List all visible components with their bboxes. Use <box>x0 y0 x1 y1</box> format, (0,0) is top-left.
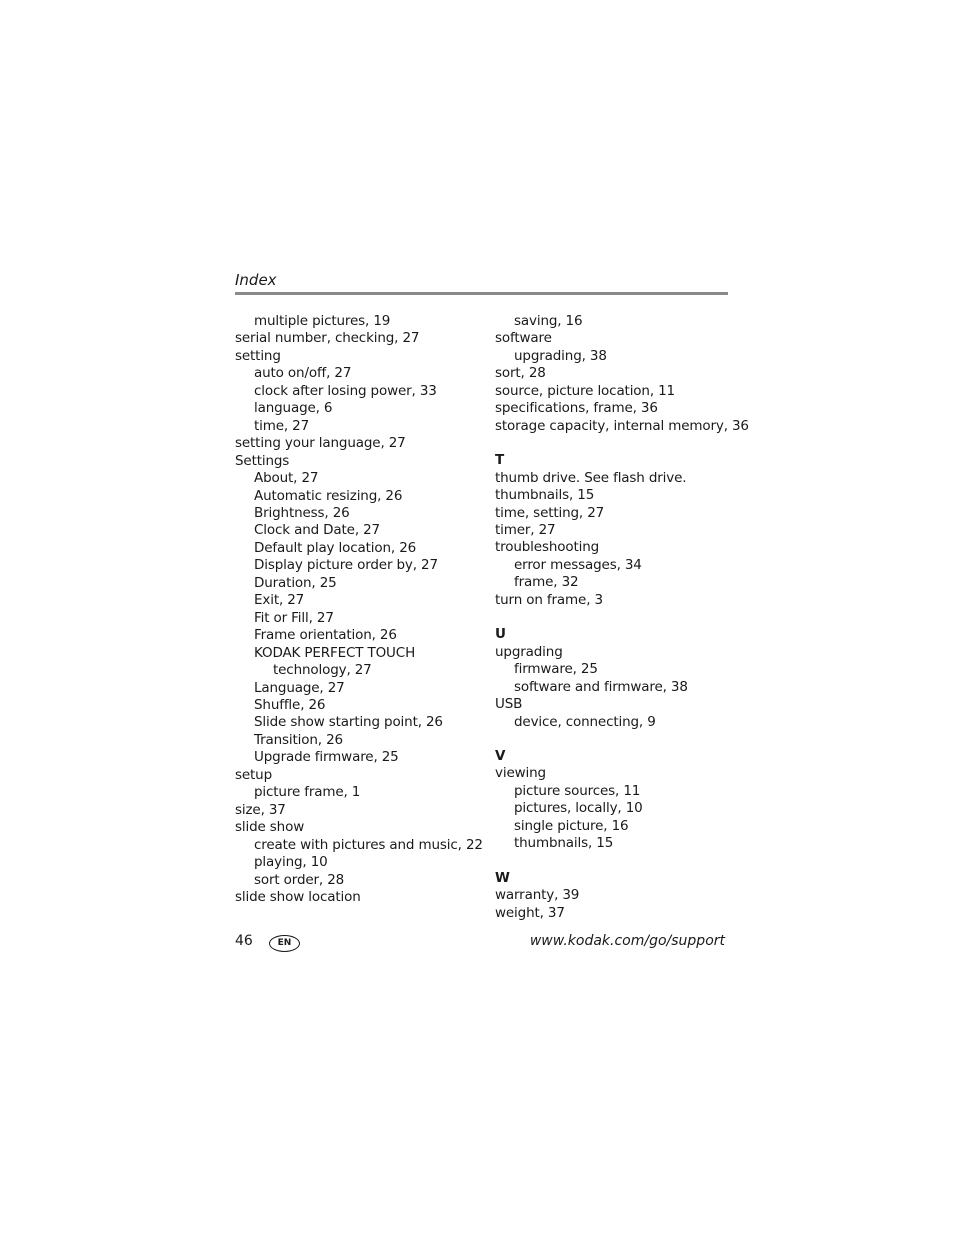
index-entry: Settings <box>235 452 290 469</box>
index-entry: Transition, 26 <box>254 731 343 748</box>
index-entry: upgrading, 38 <box>514 347 607 364</box>
index-entry: size, 37 <box>235 801 286 818</box>
index-entry: serial number, checking, 27 <box>235 330 420 347</box>
index-letter-heading: V <box>495 747 506 764</box>
index-entry: setting <box>235 347 281 364</box>
index-entry: slide show <box>235 819 305 836</box>
index-entry: software and firmware, 38 <box>514 678 688 695</box>
index-entry: Duration, 25 <box>254 574 337 591</box>
index-entry: error messages, 34 <box>514 556 642 573</box>
index-entry: single picture, 16 <box>514 817 629 834</box>
index-column-left <box>235 313 485 906</box>
index-entry: USB <box>495 696 523 713</box>
support-url-link[interactable]: www.kodak.com/go/support <box>529 933 725 949</box>
index-entry: multiple pictures, 19 <box>254 313 391 329</box>
index-entry: setting your language, 27 <box>235 435 406 452</box>
index-entry: troubleshooting <box>495 539 600 556</box>
index-entry: warranty, 39 <box>495 887 580 904</box>
index-entry: Upgrade firmware, 25 <box>254 749 399 766</box>
index-entry: pictures, locally, 10 <box>514 800 643 817</box>
index-entry: software <box>495 330 552 347</box>
index-entry: setup <box>235 766 273 783</box>
index-entry: language, 6 <box>254 400 333 417</box>
running-header-title: Index <box>235 271 277 289</box>
index-letter-heading: W <box>495 869 510 886</box>
index-entry: Clock and Date, 27 <box>254 522 380 539</box>
index-entry: saving, 16 <box>514 313 583 329</box>
index-entry: Default play location, 26 <box>254 539 417 556</box>
index-entry: sort, 28 <box>495 365 546 382</box>
index-entry: thumbnails, 15 <box>495 487 595 504</box>
index-entry: Automatic resizing, 26 <box>254 487 403 504</box>
index-entry: picture sources, 11 <box>514 782 641 799</box>
index-column-right <box>495 313 749 922</box>
index-entry: Fit or Fill, 27 <box>254 609 334 626</box>
index-entry: time, setting, 27 <box>495 504 605 521</box>
index-entry: picture frame, 1 <box>254 784 361 801</box>
index-entry: create with pictures and music, 22 <box>254 836 483 853</box>
index-entry: KODAK PERFECT TOUCH <box>254 644 416 661</box>
index-entry: upgrading <box>495 643 563 660</box>
index-entry: Brightness, 26 <box>254 504 350 521</box>
index-entry: technology, 27 <box>273 662 372 679</box>
index-entry: Shuffle, 26 <box>254 696 326 713</box>
index-entry: slide show location <box>235 888 361 905</box>
index-entry: sort order, 28 <box>254 871 345 888</box>
index-entry: source, picture location, 11 <box>495 382 675 399</box>
page-number: 46 <box>235 933 253 949</box>
index-entry: Exit, 27 <box>254 592 305 609</box>
index-entry: firmware, 25 <box>514 661 598 678</box>
index-entry: Language, 27 <box>254 679 345 696</box>
language-badge: EN <box>269 935 300 952</box>
index-entry: frame, 32 <box>514 574 579 591</box>
index-entry: auto on/off, 27 <box>254 365 352 382</box>
index-entry: specifications, frame, 36 <box>495 400 658 417</box>
index-entry: device, connecting, 9 <box>514 713 656 730</box>
index-entry: Frame orientation, 26 <box>254 627 397 644</box>
index-entry: storage capacity, internal memory, 36 <box>495 417 749 434</box>
index-entry: Display picture order by, 27 <box>254 557 438 574</box>
index-entry: timer, 27 <box>495 521 556 538</box>
index-entry: time, 27 <box>254 417 310 434</box>
index-entry: clock after losing power, 33 <box>254 382 437 399</box>
index-letter-heading: U <box>495 626 506 643</box>
index-entry: thumbnails, 15 <box>514 835 614 852</box>
index-entry: Slide show starting point, 26 <box>254 714 443 731</box>
index-letter-heading: T <box>495 452 505 469</box>
index-entry: turn on frame, 3 <box>495 591 603 608</box>
index-entry: viewing <box>495 765 546 782</box>
index-entry: playing, 10 <box>254 854 328 871</box>
header-divider <box>235 292 728 295</box>
index-entry: About, 27 <box>254 470 319 487</box>
index-entry: thumb drive. See flash drive. <box>495 469 687 486</box>
index-entry: weight, 37 <box>495 904 565 921</box>
